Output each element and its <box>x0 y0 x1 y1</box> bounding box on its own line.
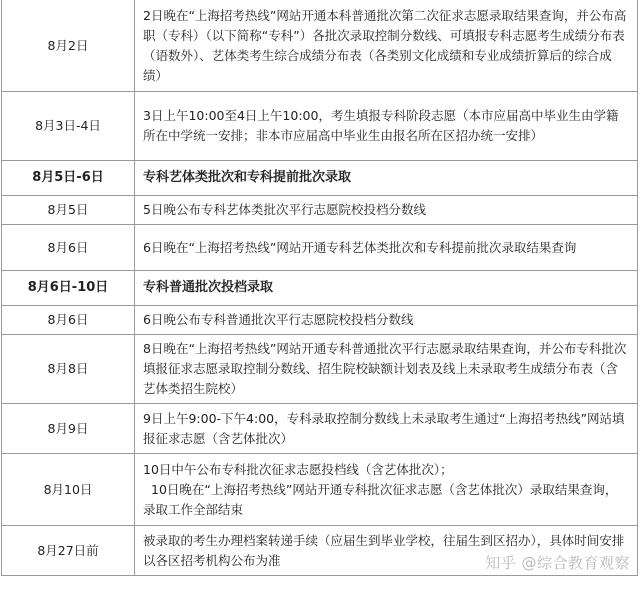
date-cell: 8月6日 <box>2 225 135 271</box>
section-date-cell: 8月5日-6日 <box>2 161 135 196</box>
section-title-cell: 专科艺体类批次和专科提前批次录取 <box>135 161 638 196</box>
date-cell: 8月10日 <box>2 454 135 526</box>
description-cell: 被录取的考生办理档案转递手续（应届生到毕业学校，往届生到区招办），具体时间安排以各区招考机构公布为准 <box>135 526 638 576</box>
date-cell: 8月6日 <box>2 306 135 335</box>
table-row <box>2 404 638 454</box>
description-cell: 5日晚公布专科艺体类批次平行志愿院校投档分数线 <box>135 196 638 225</box>
section-header-row <box>2 161 638 196</box>
date-cell: 8月27日前 <box>2 526 135 576</box>
date-cell: 8月8日 <box>2 335 135 404</box>
description-cell: 8日晚在“上海招考热线”网站开通专科普通批次平行志愿录取结果查询，并公布专科批次填报征求志愿录取控制分数线、招生院校缺额计划表及线上未录取考生成绩分布表（含艺体类招生院校） <box>135 335 638 404</box>
watermark: 知乎 @综合教育观察 <box>485 554 630 572</box>
date-cell: 8月5日 <box>2 196 135 225</box>
date-cell: 8月9日 <box>2 404 135 454</box>
table-row <box>2 335 638 404</box>
table-row <box>2 454 638 526</box>
description-line: 10日中午公布专科批次征求志愿投档线（含艺体批次）； <box>143 461 453 477</box>
description-cell: 3日上午10:00至4日上午10:00，考生填报专科阶段志愿（本市应届高中毕业生由学籍所在中学统一安排；非本市应届高中毕业生由报名所在区招办统一安排） <box>135 92 638 161</box>
section-title-cell: 专科普通批次投档录取 <box>135 271 638 306</box>
date-cell: 8月2日 <box>2 0 135 92</box>
description-cell: 2日晚在“上海招考热线”网站开通本科普通批次第二次征求志愿录取结果查询，并公布高职（专科）（以下简称“专科”）各批次录取控制分数线、可填报专科志愿考生成绩分布表（语数外）、艺体类考生综合成绩分布表（各类别文化成绩和专业成绩折算后的综合成绩） <box>135 0 638 92</box>
description-line-text: 10日晚在“上海招考热线”网站开通专科批次征求志愿（含艺体批次）录取结果查询，录取工作全部结束 <box>143 481 618 517</box>
date-cell: 8月3日-4日 <box>2 92 135 161</box>
description-cell <box>135 454 638 526</box>
description-line <box>143 480 629 520</box>
section-header-row <box>2 271 638 306</box>
description-cell: 9日上午9:00-下午4:00，专科录取控制分数线上未录取考生通过“上海招考热线”网站填报征求志愿（含艺体批次） <box>135 404 638 454</box>
description-cell: 6日晚在“上海招考热线”网站开通专科艺体类批次和专科提前批次录取结果查询 <box>135 225 638 271</box>
table-row <box>2 196 638 225</box>
description-cell: 6日晚公布专科普通批次平行志愿院校投档分数线 <box>135 306 638 335</box>
section-date-cell: 8月6日-10日 <box>2 271 135 306</box>
table-row <box>2 225 638 271</box>
table-row <box>2 0 638 92</box>
schedule-table <box>1 0 638 576</box>
table-row <box>2 92 638 161</box>
table-row <box>2 306 638 335</box>
